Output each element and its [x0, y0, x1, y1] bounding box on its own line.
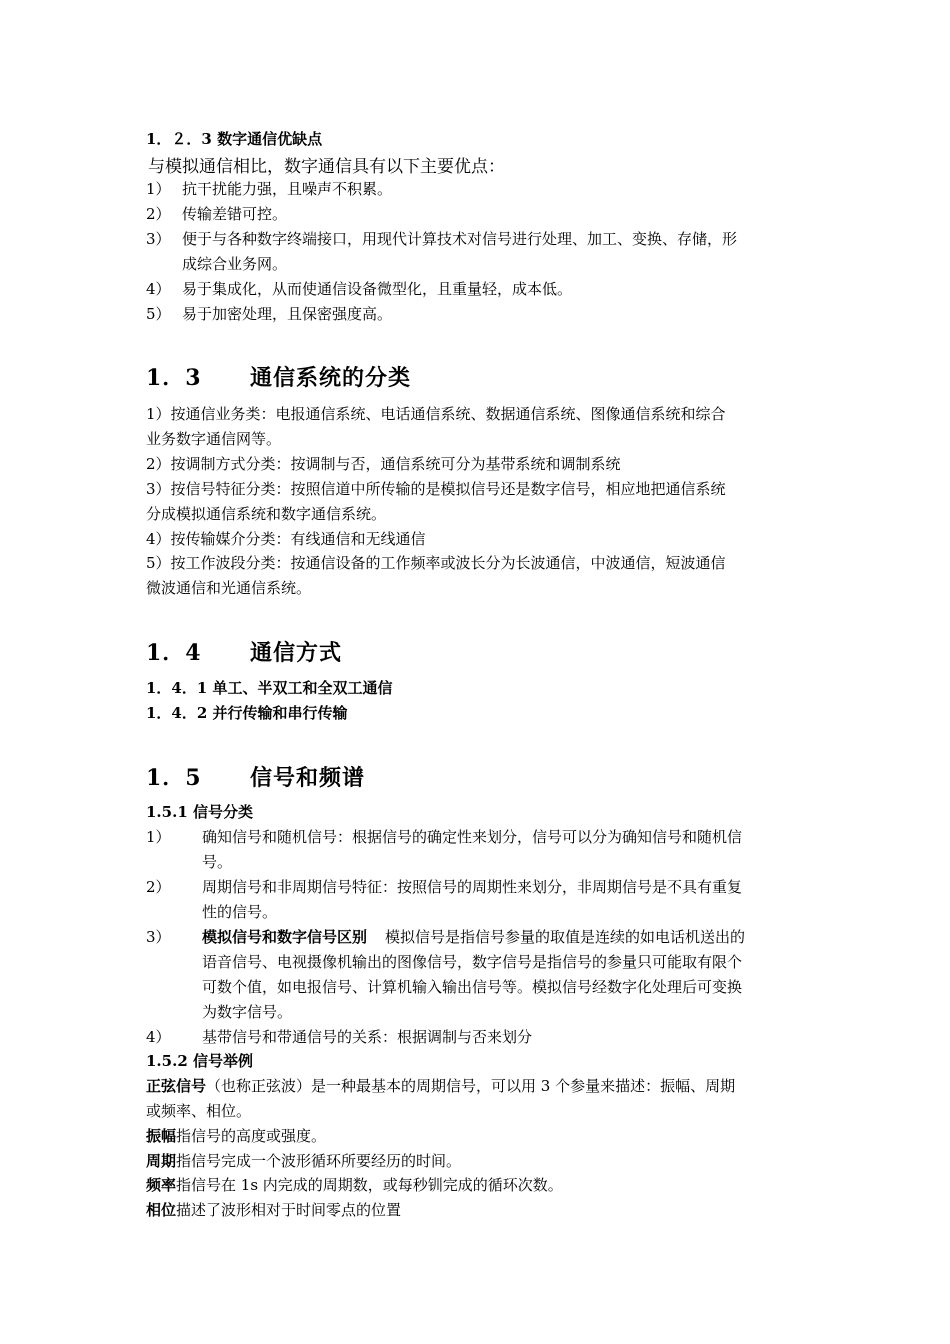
section-heading-1-5	[146, 761, 365, 792]
list-item-number: 2）	[146, 205, 171, 223]
list-item: 抗干扰能力强，且噪声不积累。	[182, 180, 393, 198]
paragraph-line: 3）按信号特征分类：按照信道中所传输的是模拟信号还是数字信号，相应地把通信系统	[146, 480, 726, 498]
list-item-number: 2）	[146, 878, 171, 896]
paragraph-line: 1）按通信业务类：电报通信系统、电话通信系统、数据通信系统、图像通信系统和综合	[146, 405, 726, 423]
section-number: 1．3	[146, 365, 202, 391]
list-item: 周期信号和非周期信号特征：按照信号的周期性来划分，非周期信号是不具有重复	[202, 878, 743, 896]
list-item: 确知信号和随机信号：根据信号的确定性来划分，信号可以分为确知信号和随机信	[202, 828, 743, 846]
paragraph-line: 4）按传输媒介分类：有线通信和无线通信	[146, 530, 426, 548]
list-item: 基带信号和带通信号的关系：根据调制与否来划分	[202, 1028, 533, 1046]
list-item-continuation: 可数个值，如电报信号、计算机输入输出信号等。模拟信号经数字化处理后可变换	[202, 978, 743, 996]
list-item	[202, 926, 745, 947]
paragraph-line: 微波通信和光通信系统。	[146, 579, 312, 597]
list-item-number: 3）	[146, 230, 171, 248]
list-item: 易于加密处理，且保密强度高。	[182, 305, 393, 323]
intro-paragraph: 与模拟通信相比，数字通信具有以下主要优点：	[148, 157, 505, 177]
paragraph-line: 业务数字通信网等。	[146, 430, 282, 448]
paragraph-line: 分成模拟通信系统和数字通信系统。	[146, 505, 387, 523]
section-title: 信号和频谱	[250, 765, 366, 791]
paragraph-text: （也称正弦波）是一种最基本的周期信号，可以用 3 个参量来描述：振幅、周期	[206, 1077, 736, 1095]
list-item-continuation: 号。	[202, 853, 233, 871]
subsection-heading: 1.5.1 信号分类	[146, 803, 253, 821]
list-item: 易于集成化，从而使通信设备微型化，且重量轻，成本低。	[182, 280, 573, 298]
list-item-number: 4）	[146, 280, 171, 298]
definition-term: 相位	[146, 1201, 177, 1219]
list-item-continuation: 为数字信号。	[202, 1003, 293, 1021]
list-item-number: 4）	[146, 1028, 171, 1046]
section-heading-1-2-3: 1．２．3 数字通信优缺点	[146, 130, 323, 148]
definition-line	[146, 1174, 563, 1195]
definition-term: 频率	[146, 1176, 177, 1194]
section-title: 通信方式	[250, 640, 343, 666]
definition-text: 指信号完成一个波形循环所要经历的时间。	[176, 1152, 462, 1170]
definition-line	[146, 1199, 401, 1220]
definition-term: 振幅	[146, 1127, 177, 1145]
paragraph-line	[146, 1075, 735, 1096]
list-item-continuation: 性的信号。	[202, 903, 278, 921]
bold-term: 正弦信号	[146, 1077, 207, 1095]
definition-term: 周期	[146, 1152, 177, 1170]
section-heading-1-3	[146, 361, 411, 392]
list-item-number: 3）	[146, 928, 171, 946]
definition-line	[146, 1125, 326, 1146]
section-heading-1-4	[146, 636, 342, 667]
definition-text: 描述了波形相对于时间零点的位置	[176, 1201, 402, 1219]
section-number: 1．5	[146, 765, 202, 791]
subsection-heading: 1.5.2 信号举例	[146, 1052, 253, 1070]
list-item-number: 1）	[146, 828, 171, 846]
list-item-continuation: 语音信号、电视摄像机输出的图像信号，数字信号是指信号的参量只可能取有限个	[202, 953, 743, 971]
list-item: 便于与各种数字终端接口，用现代计算技术对信号进行处理、加工、变换、存储，形	[182, 230, 738, 248]
paragraph-line: 或频率、相位。	[146, 1102, 252, 1120]
subsection-heading: 1．4．1 单工、半双工和全双工通信	[146, 679, 393, 697]
section-title: 通信系统的分类	[250, 365, 412, 391]
definition-text: 指信号在 1s 内完成的周期数，或每秒钏完成的循环次数。	[176, 1176, 563, 1194]
list-item-continuation: 成综合业务网。	[182, 255, 288, 273]
section-number: 1．4	[146, 640, 202, 666]
list-item-text: 模拟信号是指信号参量的取值是连续的如电话机送出的	[385, 928, 746, 946]
definition-line	[146, 1150, 461, 1171]
list-item: 传输差错可控。	[182, 205, 288, 223]
bold-term: 模拟信号和数字信号区别	[202, 928, 368, 946]
list-item-number: 1）	[146, 180, 171, 198]
paragraph-line: 5）按工作波段分类：按通信设备的工作频率或波长分为长波通信，中波通信，短波通信	[146, 554, 726, 572]
subsection-heading: 1．4．2 并行传输和串行传输	[146, 704, 348, 722]
paragraph-line: 2）按调制方式分类：按调制与否，通信系统可分为基带系统和调制系统	[146, 455, 621, 473]
list-item-number: 5）	[146, 305, 171, 323]
definition-text: 指信号的高度或强度。	[176, 1127, 327, 1145]
